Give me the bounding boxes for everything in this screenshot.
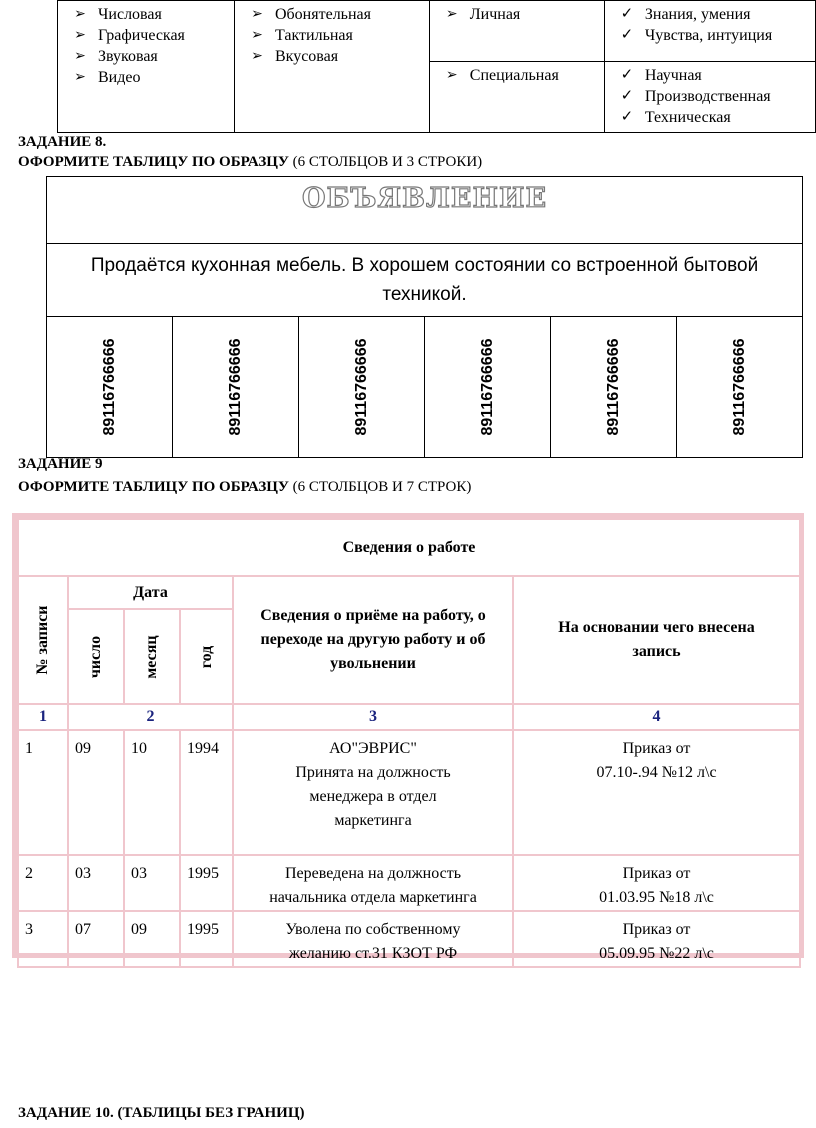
table-cell [604, 1, 815, 62]
instruction-normal: (6 СТОЛБЦОВ И 7 СТРОК) [292, 479, 472, 495]
record-basis: Приказ от 05.09.95 №22 л\с [513, 911, 800, 967]
work-record-table [17, 518, 801, 968]
task9-heading: ЗАДАНИЕ 9 [18, 456, 103, 472]
phone-tab [47, 317, 173, 458]
arrow-bullet-icon: ➢ [74, 28, 86, 43]
header-cell [18, 576, 68, 704]
list-item: ➢ Вкусовая [235, 46, 429, 67]
phone-number: 89116766666 [730, 338, 748, 436]
arrow-bullet-icon: ➢ [74, 7, 86, 22]
table-row [18, 911, 800, 967]
classification-table [57, 0, 816, 133]
table-cell [58, 1, 235, 133]
column-number: 3 [233, 704, 513, 730]
task8-heading: ЗАДАНИЕ 8. [18, 134, 107, 150]
record-year: 1995 [180, 911, 233, 967]
phone-number: 89116766666 [100, 338, 118, 436]
task10-heading: ЗАДАНИЕ 10. (ТАБЛИЦЫ БЕЗ ГРАНИЦ) [18, 1105, 305, 1121]
phone-number: 89116766666 [478, 338, 496, 436]
header-cell [124, 609, 180, 704]
record-number-header: № записи [34, 605, 51, 675]
list-item: ➢ Обонятельная [235, 4, 429, 25]
date-header: Дата [68, 576, 233, 609]
task9-instruction [18, 478, 471, 496]
table-row [18, 855, 800, 911]
check-icon: ✓ [620, 27, 634, 43]
column-number: 4 [513, 704, 800, 730]
list-item: ➢ Видео [58, 67, 234, 88]
list-item: ➢ Числовая [58, 4, 234, 25]
record-basis: Приказ от 07.10-.94 №12 л\с [513, 730, 800, 855]
check-icon: ✓ [620, 67, 634, 83]
table-row [18, 730, 800, 855]
year-header: год [197, 645, 215, 668]
record-basis: Приказ от 01.03.95 №18 л\с [513, 855, 800, 911]
list-item: ✓ Производственная [605, 86, 815, 107]
phone-number: 89116766666 [352, 338, 370, 436]
list-item: ➢ Графическая [58, 25, 234, 46]
record-number: 3 [18, 911, 68, 967]
record-number: 1 [18, 730, 68, 855]
list-item: ✓ Научная [605, 65, 815, 86]
instruction-bold: ОФОРМИТЕ ТАБЛИЦУ ПО ОБРАЗЦУ [18, 479, 289, 495]
list-item: ➢ Тактильная [235, 25, 429, 46]
record-year: 1994 [180, 730, 233, 855]
list-item: ✓ Техническая [605, 107, 815, 128]
record-year: 1995 [180, 855, 233, 911]
record-month: 09 [124, 911, 180, 967]
record-month: 03 [124, 855, 180, 911]
table-cell [429, 62, 604, 133]
phone-tab [551, 317, 677, 458]
bullet-list [430, 65, 604, 86]
phone-tab [425, 317, 551, 458]
instruction-normal: (6 СТОЛБЦОВ И 3 СТРОКИ) [292, 154, 483, 170]
info-header: Сведения о приёме на работу, о переходе на другую работу и об увольнении [233, 576, 513, 704]
record-day: 07 [68, 911, 124, 967]
basis-header: На основании чего внесена запись [513, 576, 800, 704]
record-number: 2 [18, 855, 68, 911]
phone-tab [299, 317, 425, 458]
list-item: ✓ Чувства, интуиция [605, 25, 815, 46]
record-month: 10 [124, 730, 180, 855]
instruction-bold: ОФОРМИТЕ ТАБЛИЦУ ПО ОБРАЗЦУ [18, 154, 289, 170]
check-icon: ✓ [620, 109, 634, 125]
record-info: Переведена на должность начальника отдела маркетинга [233, 855, 513, 911]
bullet-list [58, 4, 234, 88]
arrow-bullet-icon: ➢ [445, 68, 458, 83]
column-number: 2 [68, 704, 233, 730]
column-number: 1 [18, 704, 68, 730]
arrow-bullet-icon: ➢ [74, 49, 86, 64]
list-item: ➢ Личная [430, 4, 604, 25]
table-cell [429, 1, 604, 62]
check-list [605, 4, 815, 46]
record-info: АО"ЭВРИС" Принята на должность менеджера в отдел маркетинга [233, 730, 513, 855]
task8-instruction [18, 153, 482, 171]
record-day: 03 [68, 855, 124, 911]
list-item: ➢ Звуковая [58, 46, 234, 67]
check-icon: ✓ [620, 88, 634, 104]
bullet-list [430, 4, 604, 25]
bullet-list [235, 4, 429, 67]
phone-number: 89116766666 [604, 338, 622, 436]
phone-number: 89116766666 [226, 338, 244, 436]
list-item: ➢ Специальная [430, 65, 604, 86]
work-record-frame [12, 513, 804, 962]
table-cell [234, 1, 429, 133]
day-header: число [87, 635, 104, 678]
record-day: 09 [68, 730, 124, 855]
check-icon: ✓ [620, 6, 634, 22]
arrow-bullet-icon: ➢ [251, 7, 263, 22]
header-cell [180, 609, 233, 704]
arrow-bullet-icon: ➢ [74, 70, 86, 85]
arrow-bullet-icon: ➢ [251, 49, 263, 64]
record-info: Уволена по собственному желанию ст.31 КЗОТ РФ [233, 911, 513, 967]
table-title: Сведения о работе [18, 519, 800, 576]
arrow-bullet-icon: ➢ [251, 28, 263, 43]
ad-text: Продаётся кухонная мебель. В хорошем состоянии со встроенной бытовой техникой. [47, 244, 803, 317]
header-cell [68, 609, 124, 704]
table-cell [604, 62, 815, 133]
ad-title: ОБЪЯВЛЕНИЕ [47, 177, 803, 244]
list-item: ✓ Знания, умения [605, 4, 815, 25]
check-list [605, 65, 815, 128]
arrow-bullet-icon: ➢ [445, 7, 458, 22]
month-header: месяц [143, 634, 160, 679]
advertisement-table [46, 176, 803, 458]
phone-tab [677, 317, 803, 458]
phone-tab [173, 317, 299, 458]
